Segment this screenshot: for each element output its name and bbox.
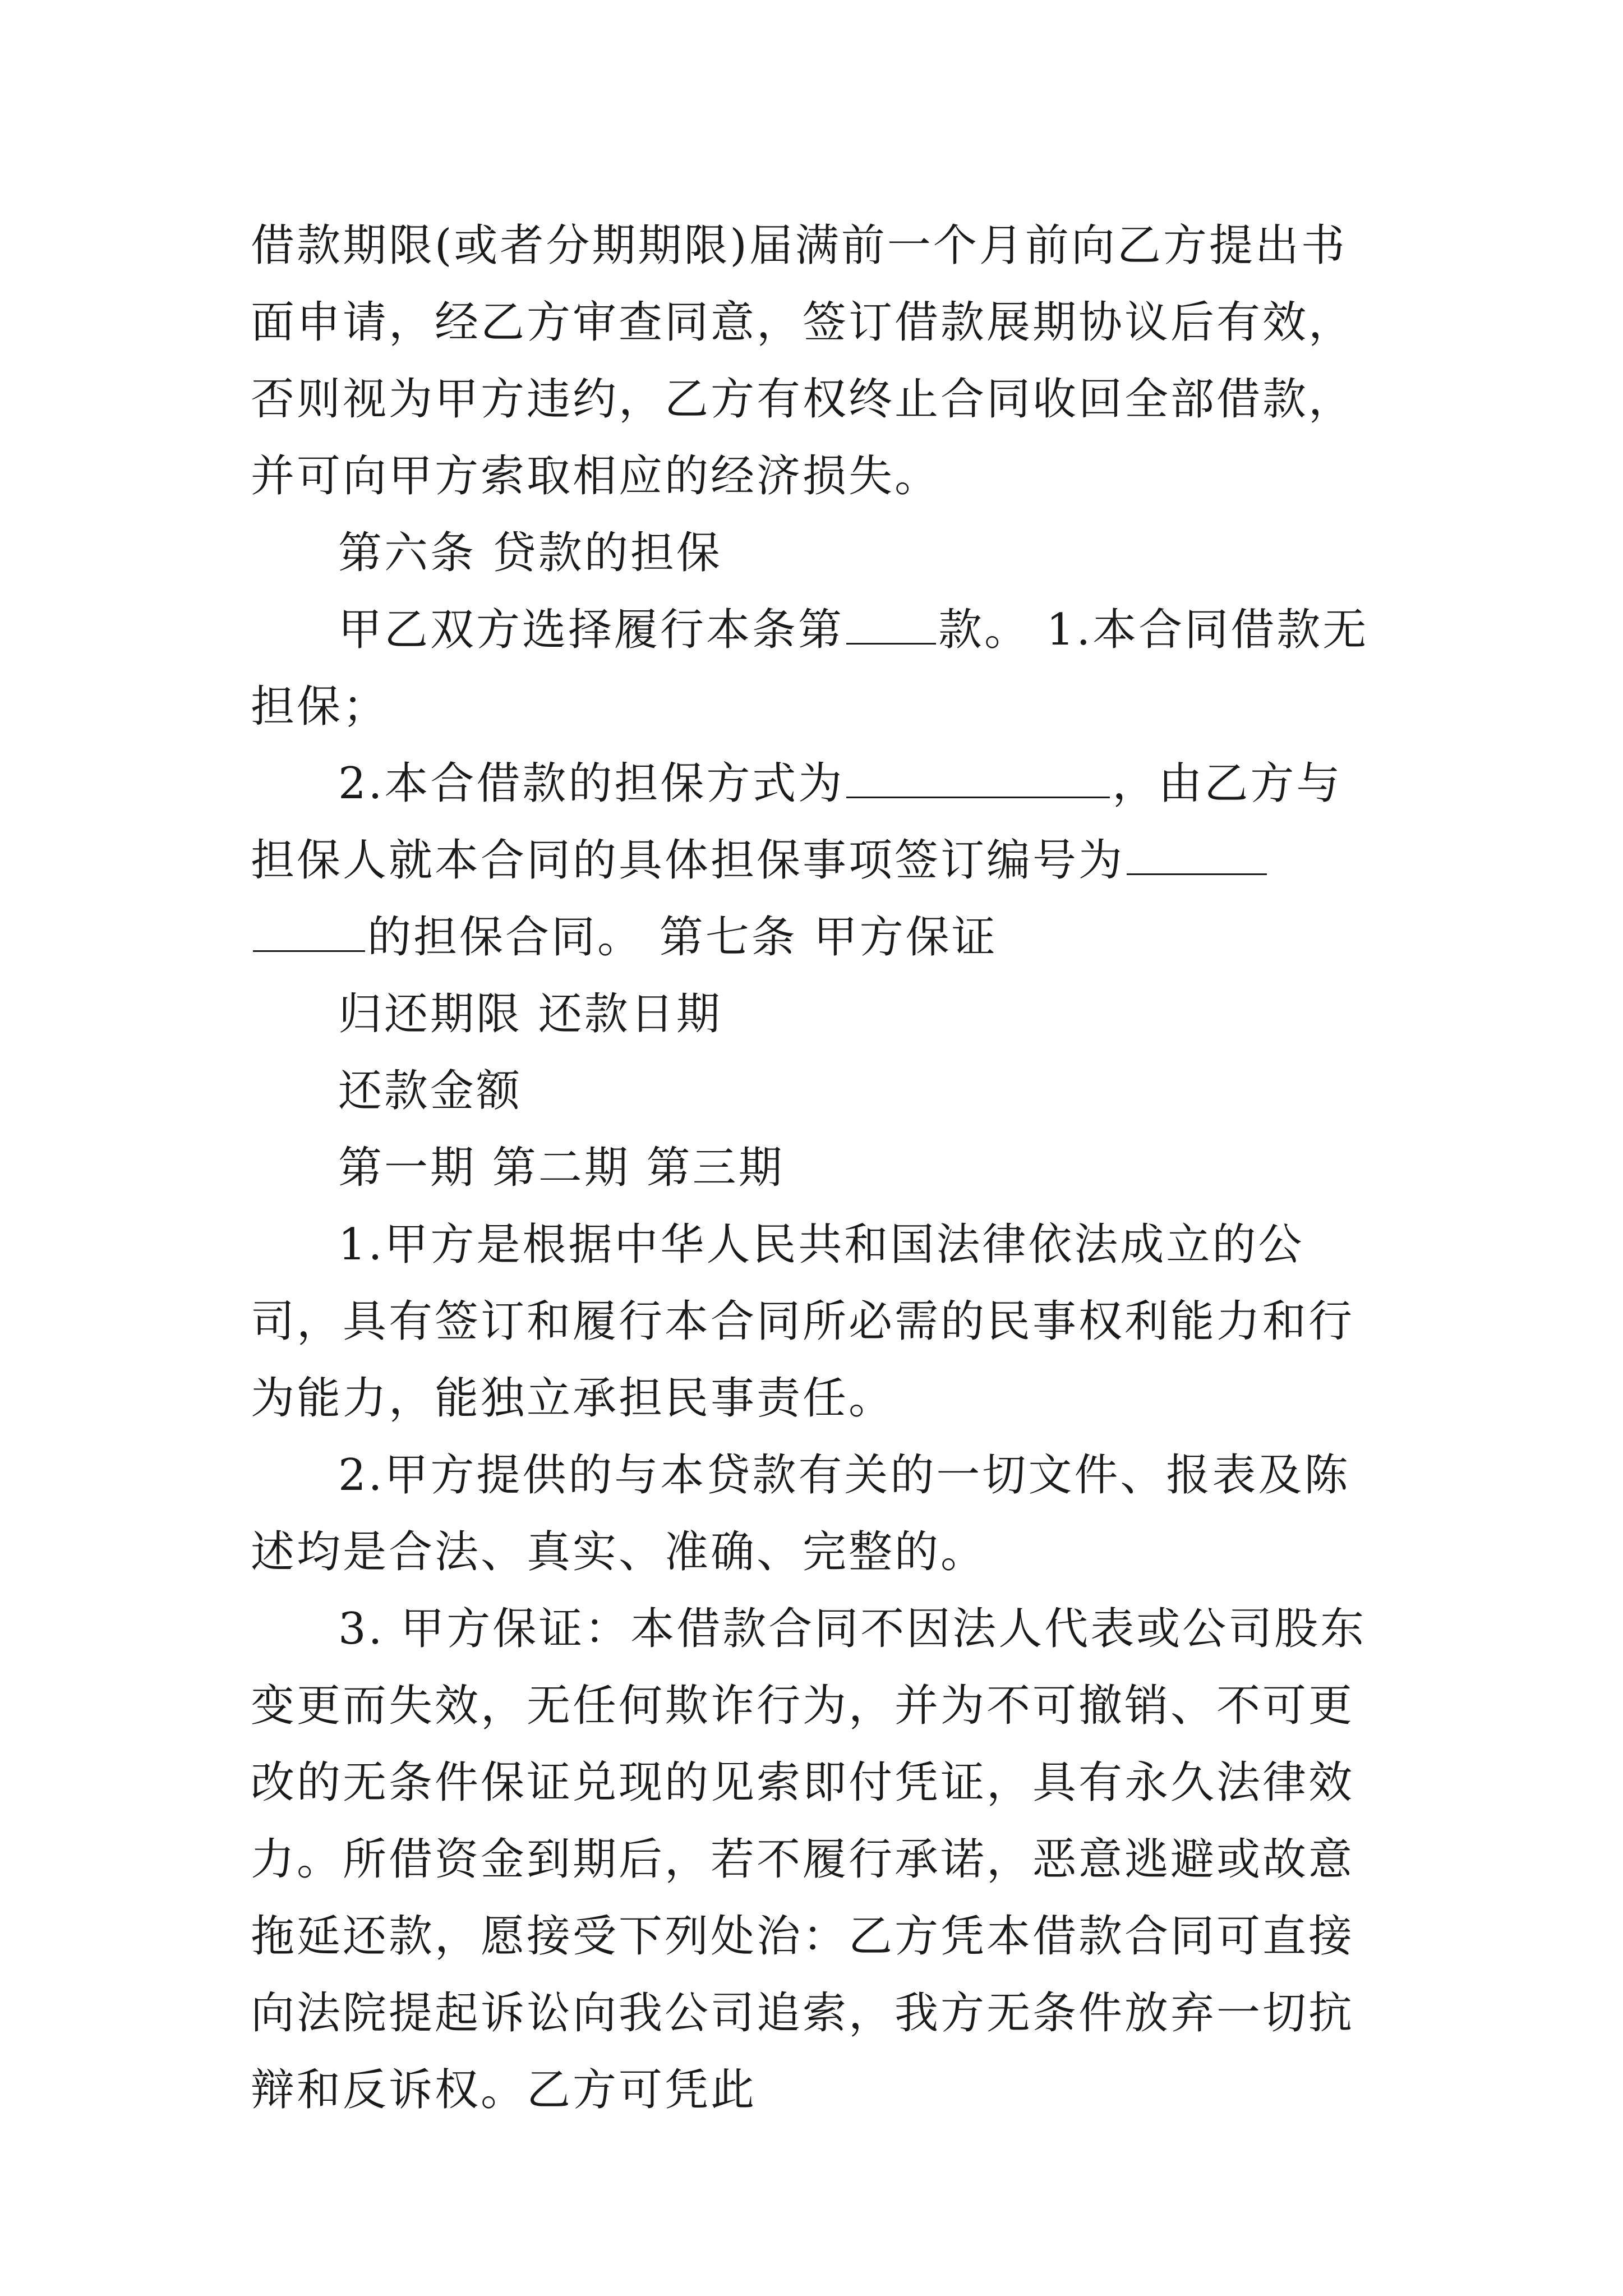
blank-line — [1127, 830, 1267, 875]
paragraph-loan-extension: 借款期限(或者分期期限)届满前一个月前向乙方提出书面申请，经乙方审查同意，签订借款展期协议后有效，否则视为甲方违约，乙方有权终止合同收回全部借款，并可向甲方索取相应的经济损失。 — [251, 220, 1355, 501]
warranty-3: 3. 甲方保证：本借款合同不因法人代表或公司股东变更而失效，无任何欺诈行为，并为不可撤销、不可更改的无条件保证兑现的见索即付凭证，具有永久法律效力。所借资金到期后，若不履行承诺，恶意逃避或故意拖延还款，愿接受下列处治：乙方凭本借款合同可直接向法院提起诉讼向我公司追索，我方无条件放弃一切抗辩和反诉权。乙方可凭此 — [251, 1604, 1367, 2115]
guarantee-method-text: 2.本合借款的担保方式为 — [338, 758, 845, 809]
paragraph-guarantee-choice — [251, 592, 1384, 746]
warranty-2: 2.甲方提供的与本贷款有关的一切文件、报表及陈述均是合法、真实、准确、完整的。 — [251, 1450, 1350, 1577]
guarantee-method-text-2: ，由乙方与担保人就本合同的具体担保事项签订编号为 — [251, 758, 1343, 886]
repay-line-3: 第一期 第二期 第三期 — [338, 1143, 785, 1193]
repay-line-2: 还款金额 — [338, 1066, 523, 1116]
warranty-1: 1.甲方是根据中华人民共和国法律依法成立的公司，具有签订和履行本合同所必需的民事权利能力和行为能力，能独立承担民事责任。 — [251, 1220, 1355, 1424]
blank-line — [846, 599, 936, 645]
guarantee-method-text-3: 的担保合同。 第七条 甲方保证 — [367, 912, 998, 963]
guarantee-choice-text-2: 款。 1.本合同借款无担保； — [251, 605, 1369, 732]
paragraph-guarantee-method — [251, 746, 1384, 976]
repay-line-1: 归还期限 还款日期 — [338, 989, 722, 1039]
guarantee-choice-text: 甲乙双方选择履行本条第 — [338, 605, 845, 655]
article-6-title: 第六条 贷款的担保 — [338, 528, 722, 578]
document-body — [251, 208, 1384, 2129]
blank-line — [846, 753, 1110, 798]
blank-line — [253, 907, 365, 952]
